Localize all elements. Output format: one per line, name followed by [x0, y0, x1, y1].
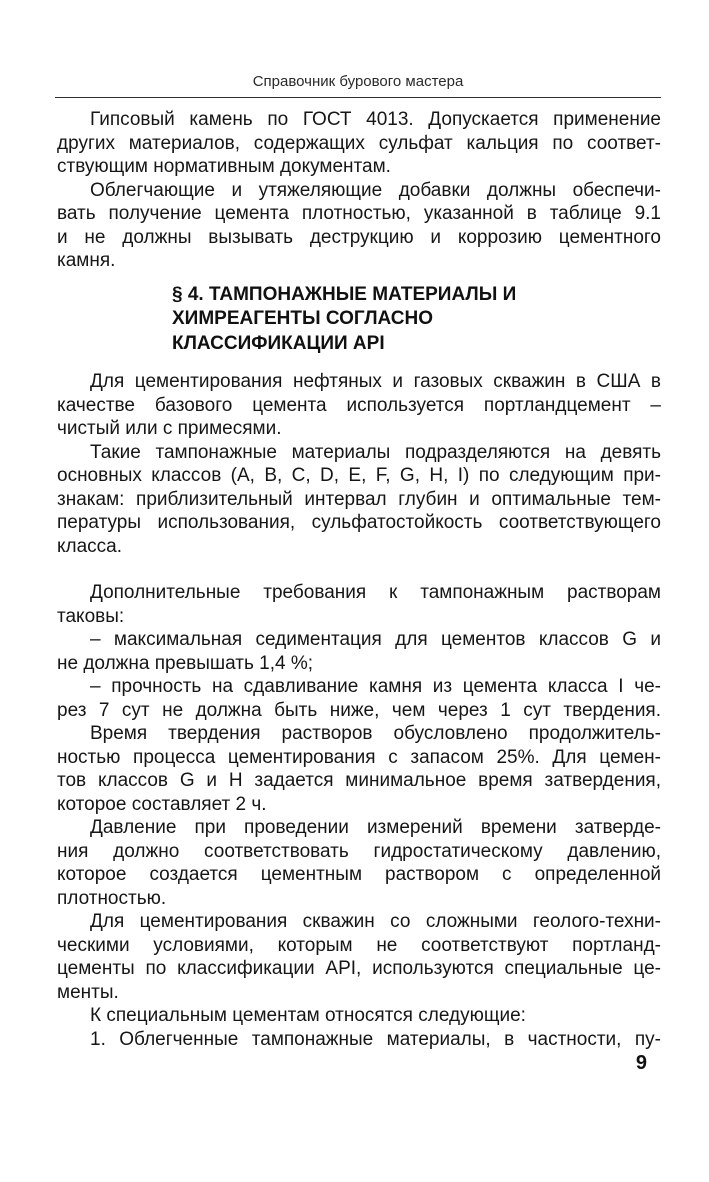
- heading-line: КЛАССИФИКАЦИИ API: [172, 332, 385, 354]
- paragraph-gap: [57, 558, 661, 581]
- text-line: Облегчающие и утяжеляющие добавки должны обеспечи-: [90, 179, 661, 201]
- text-line: знакам: приблизительный интервал глубин и оптимальные тем-: [57, 488, 661, 510]
- text-line: менты.: [57, 981, 119, 1003]
- text-line: которое составляет 2 ч.: [57, 793, 267, 815]
- text-line: и не должны вызывать деструкцию и коррозию цементного: [57, 226, 661, 248]
- text-line: Для цементирования нефтяных и газовых скважин в США в: [90, 371, 661, 392]
- text-line: Гипсовый камень по ГОСТ 4013. Допускается применение: [90, 109, 661, 130]
- text-line: цементы по классификации API, используются специальные це-: [57, 958, 661, 979]
- text-line: – максимальная седиментация для цементов классов G и: [90, 629, 661, 650]
- text-line: К специальным цементам относятся следующие:: [90, 1005, 526, 1026]
- text-line: других материалов, содержащих сульфат кальция по соответ-: [57, 132, 661, 154]
- text-line: чистый или с примесями.: [57, 418, 282, 439]
- paragraph: [57, 722, 661, 816]
- paragraph: [57, 628, 661, 675]
- page-body: [57, 108, 661, 1051]
- text-line: – прочность на сдавливание камня из цемента класса I че-: [90, 676, 661, 697]
- text-line: Давление при проведении измерений времени затверде-: [90, 817, 661, 838]
- text-line: которое создается цементным раствором с определенной: [57, 864, 661, 885]
- text-line: Такие тампонажные материалы подразделяются на девять: [90, 441, 661, 463]
- text-line: ностью процесса цементирования с запасом 25%. Для цемен-: [57, 746, 661, 768]
- paragraph: [57, 1028, 661, 1052]
- text-line: камня.: [57, 250, 116, 271]
- paragraph: [57, 1004, 661, 1028]
- text-line: Дополнительные требования к тампонажным растворам: [90, 582, 661, 603]
- paragraph: [57, 581, 661, 628]
- paragraph: [57, 108, 661, 179]
- text-line: таковы:: [57, 605, 125, 627]
- paragraph: [57, 910, 661, 1004]
- text-line: плотностью.: [57, 887, 167, 909]
- page-number: 9: [635, 1052, 647, 1074]
- text-line: Время твердения растворов обусловлено продолжитель-: [90, 723, 661, 744]
- text-line: Для цементирования скважин со сложными геолого-техни-: [90, 911, 661, 932]
- paragraph: [57, 370, 661, 441]
- text-line: ческими условиями, которым не соответствуют портланд-: [57, 934, 661, 956]
- text-line: тов классов G и H задается минимальное время затвердения,: [57, 770, 661, 791]
- text-line: качестве базового цемента используется портландцемент –: [57, 394, 661, 416]
- text-line: ния должно соответствовать гидростатическому давлению,: [57, 840, 661, 862]
- running-header: Справочник бурового мастера: [55, 72, 661, 98]
- text-line: 1. Облегченные тампонажные материалы, в частности, пу-: [90, 1028, 661, 1050]
- text-line: вать получение цемента плотностью, указанной в таблице 9.1: [57, 203, 661, 224]
- paragraph: [57, 675, 661, 722]
- text-line: класса.: [57, 535, 123, 557]
- heading-line: ХИМРЕАГЕНТЫ СОГЛАСНО: [172, 308, 433, 329]
- paragraph: [57, 816, 661, 910]
- paragraph: [57, 179, 661, 273]
- text-line: ствующим нормативным документам.: [57, 156, 391, 177]
- heading-line: § 4. ТАМПОНАЖНЫЕ МАТЕРИАЛЫ И: [172, 283, 517, 305]
- text-line: пературы использования, сульфатостойкость соответствующего: [57, 512, 661, 533]
- text-line: основных классов (A, B, C, D, E, F, G, H, I) по следующим при-: [57, 465, 661, 486]
- text-line: рез 7 сут не должна быть ниже, чем через 1 сут твердения.: [57, 699, 661, 721]
- text-line: не должна превышать 1,4 %;: [57, 652, 314, 674]
- section-heading: [172, 283, 661, 357]
- paragraph: [57, 441, 661, 559]
